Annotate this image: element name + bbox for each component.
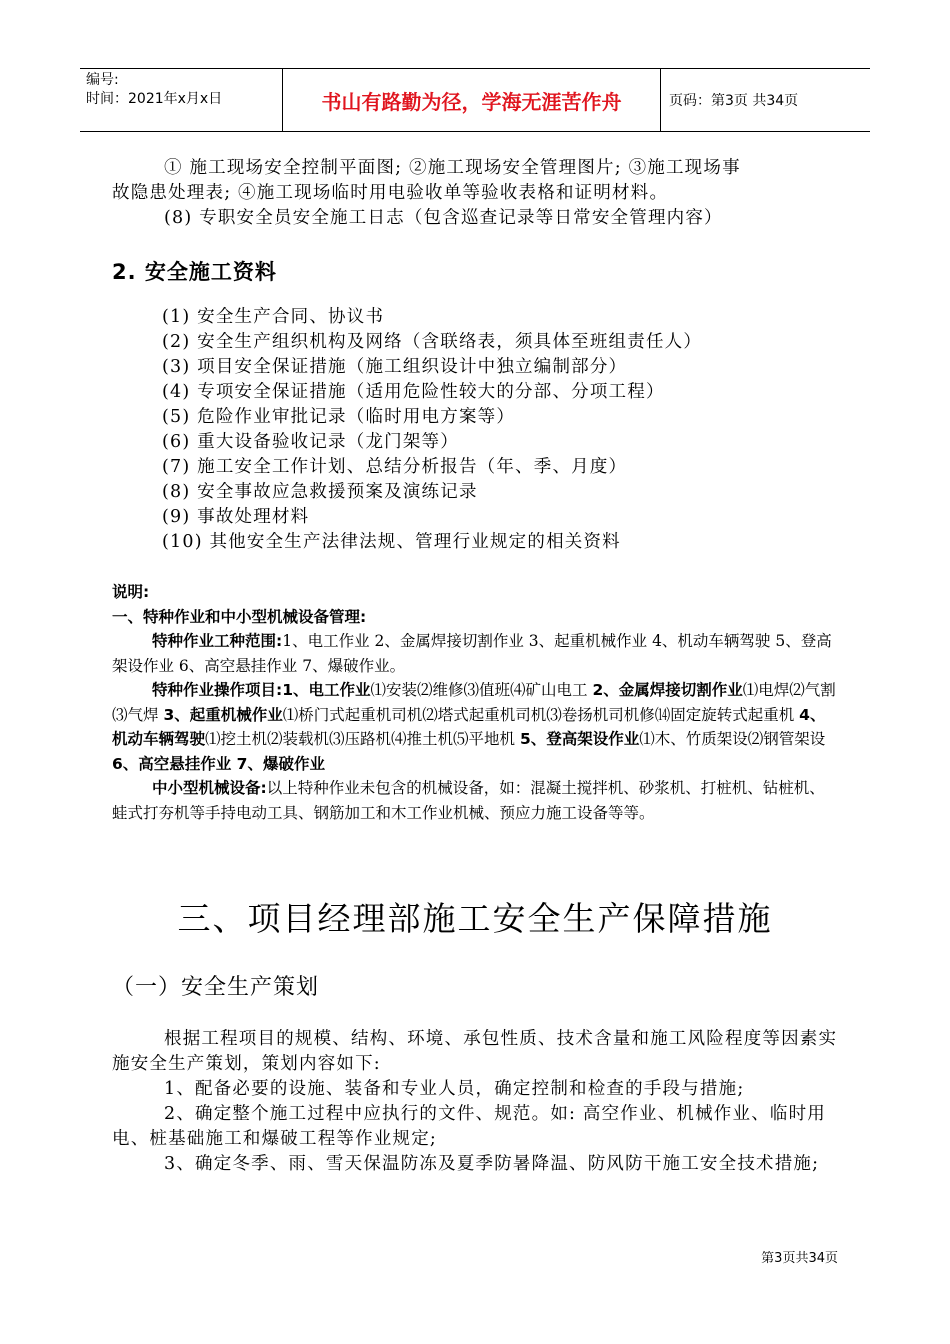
header-page-code: 页码：第3页 共34页 (669, 93, 799, 109)
ops-title-1: 1、电工作业 (282, 681, 371, 699)
list-item: (7) 施工安全工作计划、总结分析报告（年、季、月度） (162, 457, 628, 477)
ops-label: 特种作业操作项目: (152, 681, 283, 699)
ops-items-5: ⑴木、竹质架设⑵钢管架设 (639, 730, 826, 748)
paragraph-line: ① 施工现场安全控制平面图; ②施工现场安全管理图片; ③施工现场事 (164, 158, 741, 178)
planning-block (112, 1027, 842, 1177)
notes-label: 说明: (112, 583, 150, 601)
top-paragraphs (112, 156, 844, 231)
scope-text: 1、电工作业 2、金属焊接切割作业 3、起重机械作业 4、机动车辆驾驶 5、登高架设作业 6、高空悬挂作业 7、爆破作业。 (112, 632, 832, 675)
ops-items-4: ⑴挖土机⑵装载机⑶压路机⑷推土机⑸平地机 (205, 730, 520, 748)
ops-title-5: 5、登高架设作业 (519, 730, 640, 748)
list-item: (8) 安全事故应急救援预案及演练记录 (162, 482, 478, 502)
safety-docs-list (112, 305, 844, 555)
paragraph-line: 故隐患处理表; ④施工现场临时用电验收单等验收表格和证明材料。 (112, 183, 669, 203)
planning-intro: 根据工程项目的规模、结构、环境、承包性质、技术含量和施工风险程度等因素实施安全生产策划，策划内容如下: (112, 1029, 838, 1074)
machine-text: 以上特种作业未包含的机械设备，如：混凝土搅拌机、砂浆机、打桩机、钻桩机、蛙式打夯机等手持电动工具、钢筋加工和木工作业机械、预应力施工设备等等。 (112, 779, 825, 822)
machine-label: 中小型机械设备: (152, 779, 267, 797)
list-item: (5) 危险作业审批记录（临时用电方案等） (162, 407, 516, 427)
list-item: (6) 重大设备验收记录（龙门架等） (162, 432, 459, 452)
ops-title-4: 4、机动车辆驾驶 (112, 705, 826, 748)
header-meta (80, 69, 282, 131)
list-item: (4) 专项安全保证措施（适用危险性较大的分部、分项工程） (162, 382, 665, 402)
notes-heading: 一、特种作业和中小型机械设备管理: (112, 607, 367, 626)
ops-title-2: 2、金属焊接切割作业 (592, 681, 743, 699)
scope-label: 特种作业工种范围: (152, 632, 283, 650)
header-table (80, 68, 870, 132)
subsection-title: （一）安全生产策划 (112, 975, 320, 1000)
section-heading: 2. 安全施工资料 (112, 260, 277, 284)
notes-block (112, 580, 840, 825)
page-footer: 第3页共34页 (761, 1251, 838, 1266)
planning-item: 3、确定冬季、雨、雪天保温防冻及夏季防暑降温、防风防干施工安全技术措施; (164, 1154, 820, 1174)
code-label: 编号: (86, 72, 119, 88)
machine-paragraph (112, 776, 840, 825)
ops-title-6: 6、高空悬挂作业 7、爆破作业 (112, 754, 325, 773)
list-item: (9) 事故处理材料 (162, 507, 310, 527)
chapter-title: 三、项目经理部施工安全生产保障措施 (177, 899, 773, 938)
time-label: 时间：2021年x月x日 (86, 91, 223, 107)
paragraph-line: (8) 专职安全员安全施工日志（包含巡查记录等日常安全管理内容） (164, 208, 723, 228)
ops-paragraph (112, 678, 840, 776)
list-item: (1) 安全生产合同、协议书 (162, 307, 385, 327)
list-item: (3) 项目安全保证措施（施工组织设计中独立编制部分） (162, 357, 628, 377)
planning-item: 1、配备必要的设施、装备和专业人员，确定控制和检查的手段与措施; (164, 1079, 745, 1099)
ops-items-2: ⑴电焊⑵气割⑶气焊 (112, 681, 836, 724)
list-item: (2) 安全生产组织机构及网络（含联络表，须具体至班组责任人） (162, 332, 703, 352)
ops-items-3: ⑴桥门式起重机司机⑵塔式起重机司机⑶卷扬机司机修⒁固定旋转式起重机 (282, 705, 800, 724)
planning-item: 2、确定整个施工过程中应执行的文件、规范。如: 高空作业、机械作业、临时用电、桩基础施工和爆破工程等作业规定; (112, 1104, 826, 1149)
ops-title-3: 3、起重机械作业 (163, 705, 283, 724)
scope-paragraph (112, 629, 840, 678)
ops-items-1: ⑴安装⑵维修⑶值班⑷矿山电工 (370, 681, 593, 699)
header-motto: 书山有路勤为径，学海无涯苦作舟 (282, 69, 661, 131)
list-item: (10) 其他安全生产法律法规、管理行业规定的相关资料 (162, 532, 621, 552)
